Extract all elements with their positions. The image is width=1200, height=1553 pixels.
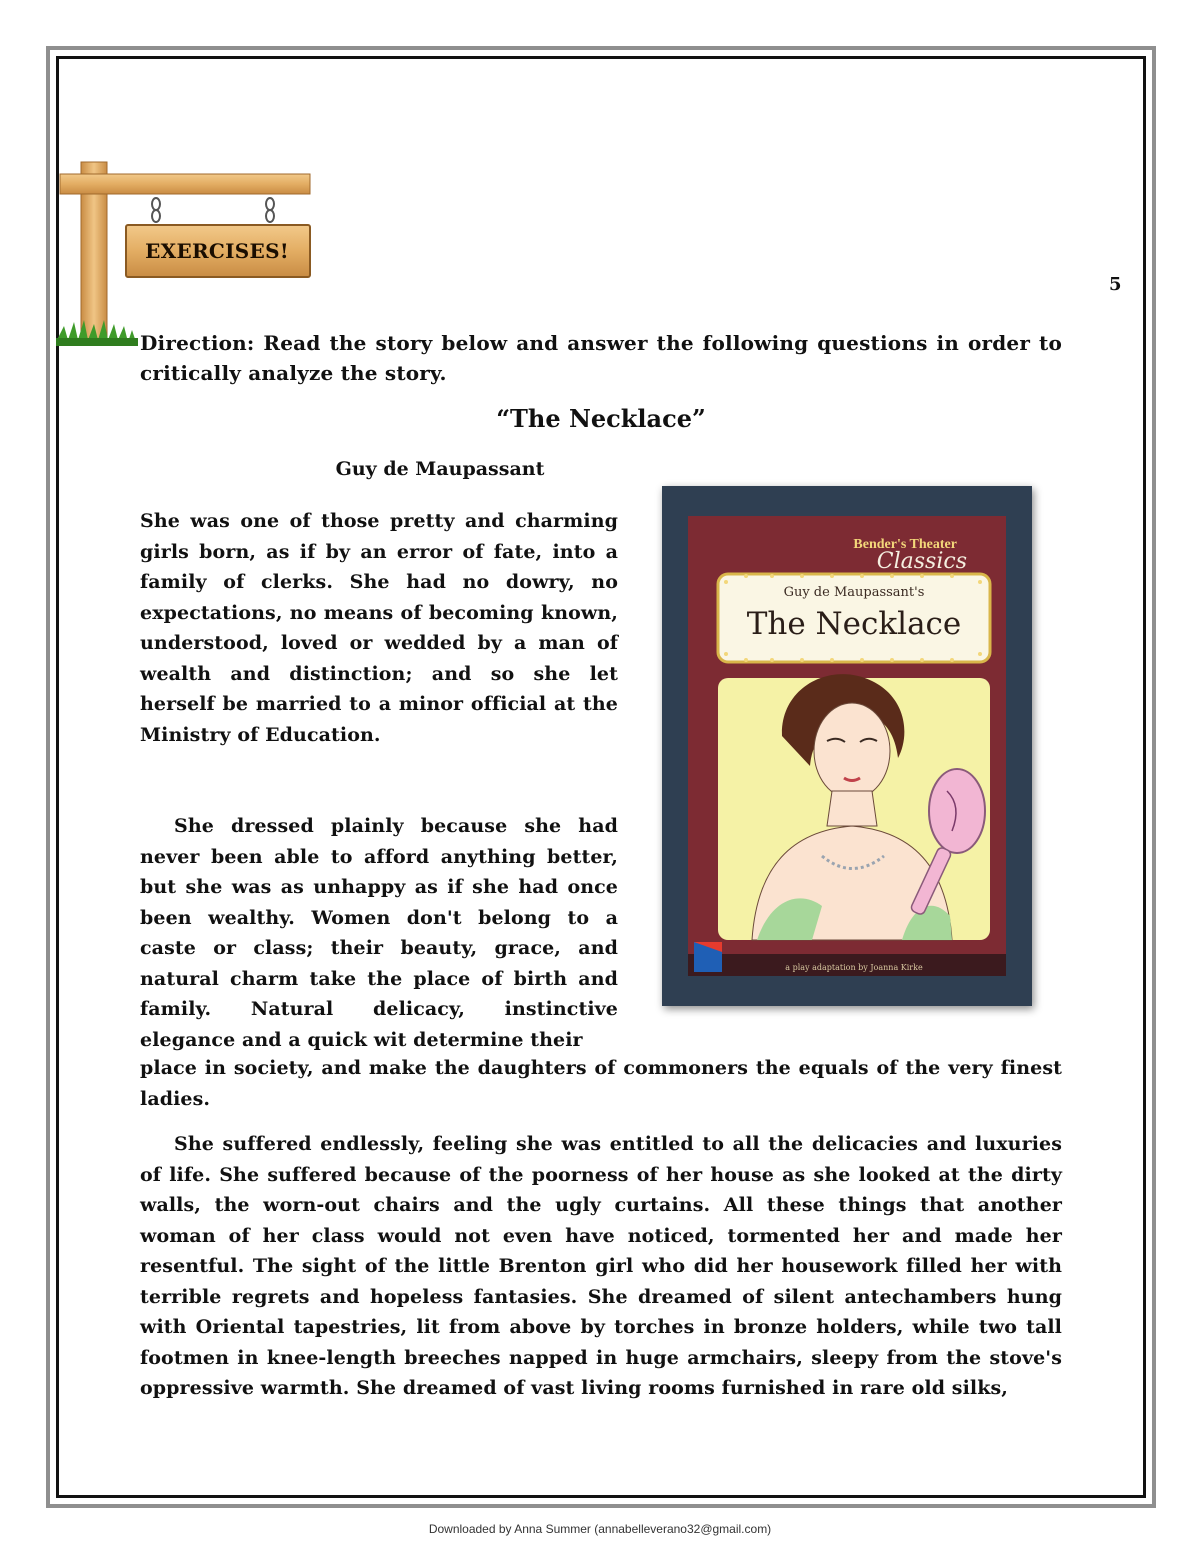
cover-title: The Necklace bbox=[746, 606, 962, 642]
chain-left-icon bbox=[152, 198, 160, 222]
book-cover-image bbox=[662, 486, 1032, 1006]
story-title: “The Necklace” bbox=[496, 404, 706, 433]
cover-series-script: Classics bbox=[876, 549, 967, 574]
page-number: 5 bbox=[1109, 274, 1122, 295]
paragraph-3: She suffered endlessly, feeling she was entitled to all the delicacies and luxuries of life. She suffered because of the poorness of her house as she looked at the dirty walls, the worn-out chairs and the ugly curtains. All these things that another woman of her class would not even have noticed, tormented her and made her resentful. The sight of the little Brenton girl who did her housework filled her with terrible regrets and hopeless fantasies. She dreamed of silent antechambers hung with Oriental tapestries, lit from above by torches in bronze holders, while two tall footmen in knee-length breeches napped in huge armchairs, sleepy from the stove's oppressive warmth. She dreamed of vast living rooms furnished in rare old silks, bbox=[140, 1133, 1062, 1399]
chain-right-icon bbox=[266, 198, 274, 222]
paragraph-2-continued: place in society, and make the daughters of commoners the equals of the very finest ladies. bbox=[140, 1057, 1062, 1110]
direction-text: Direction: Read the story below and answer the following questions in order to critically analyze the story. bbox=[140, 331, 1062, 385]
sign-label: EXERCISES! bbox=[145, 239, 289, 263]
paragraph-2: She dressed plainly because she had never been able to afford anything better, but she was as unhappy as if she had once been wealthy. Women don't belong to a caste or class; their beauty, grace, and natural charm take the place of birth and family. Natural delicacy, instinctive elegance and a quick wit determine their bbox=[140, 815, 618, 1051]
download-footer: Downloaded by Anna Summer (annabelleverano32@gmail.com) bbox=[428, 1522, 772, 1536]
sign-beam bbox=[60, 174, 310, 194]
cover-credit: a play adaptation by Joanna Kirke bbox=[785, 963, 923, 972]
cover-series: Bender's Theater bbox=[853, 537, 957, 552]
cover-author-line: Guy de Maupassant's bbox=[783, 585, 925, 600]
paragraph-1: She was one of those pretty and charming girls born, as if by an error of fate, into a family of clerks. She had no dowry, no expectations, no means of becoming known, understood, loved or wedded by a man of wealth and distinction; and so she let herself be married to a minor official at the Ministry of Education. bbox=[140, 510, 618, 746]
story-author: Guy de Maupassant bbox=[335, 458, 545, 480]
